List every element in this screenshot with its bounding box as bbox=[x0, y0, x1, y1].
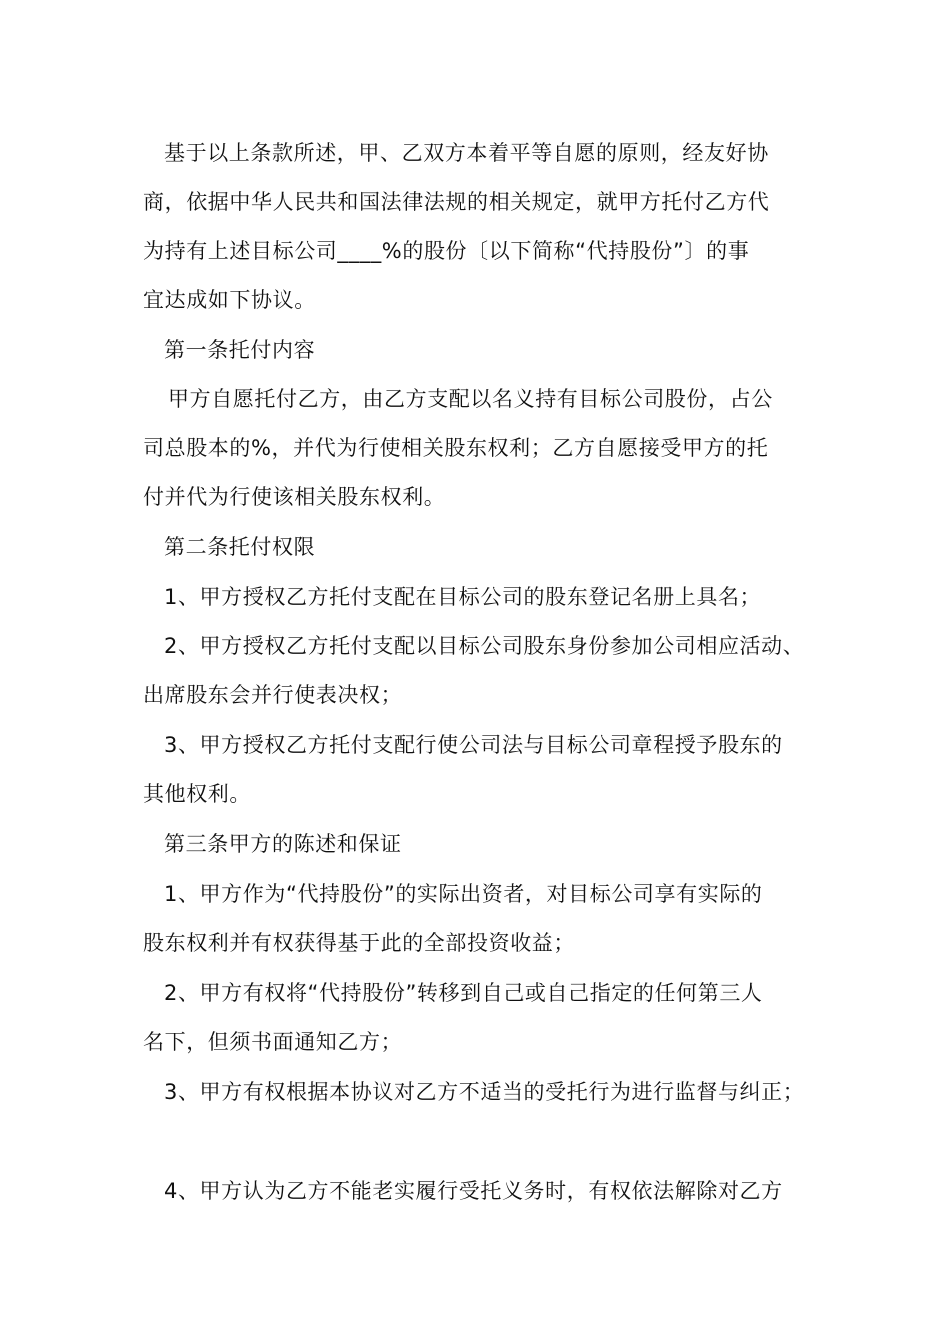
article-3-item-2-line-2: 名下，但须书面通知乙方； bbox=[143, 1030, 403, 1054]
paragraph-intro-line-1: 基于以上条款所述，甲、乙双方本着平等自愿的原则，经友好协 bbox=[164, 141, 769, 165]
paragraph-intro-line-3: 为持有上述目标公司____%的股份〔以下简称“代持股份”〕的事 bbox=[143, 239, 750, 263]
article-2-item-1: 1、甲方授权乙方托付支配在目标公司的股东登记名册上具名； bbox=[164, 585, 762, 609]
article-2-item-2-line-2: 出席股东会并行使表决权； bbox=[143, 683, 403, 707]
article-2-item-3-line-2: 其他权利。 bbox=[143, 782, 251, 806]
article-1-line-3: 付并代为行使该相关股东权利。 bbox=[143, 485, 446, 509]
article-3-heading: 第三条甲方的陈述和保证 bbox=[164, 832, 402, 856]
article-1-heading: 第一条托付内容 bbox=[164, 338, 316, 362]
article-3-item-3: 3、甲方有权根据本协议对乙方不适当的受托行为进行监督与纠正； bbox=[164, 1080, 805, 1104]
article-1-line-1: 甲方自愿托付乙方，由乙方支配以名义持有目标公司股份，占公 bbox=[168, 387, 773, 411]
article-3-item-1-line-1: 1、甲方作为“代持股份”的实际出资者，对目标公司享有实际的 bbox=[164, 882, 763, 906]
paragraph-intro-line-4: 宜达成如下协议。 bbox=[143, 288, 316, 312]
paragraph-intro-line-2: 商，依据中华人民共和国法律法规的相关规定，就甲方托付乙方代 bbox=[143, 190, 770, 214]
article-2-item-3-line-1: 3、甲方授权乙方托付支配行使公司法与目标公司章程授予股东的 bbox=[164, 733, 783, 757]
article-1-line-2: 司总股本的%，并代为行使相关股东权利；乙方自愿接受甲方的托 bbox=[143, 436, 769, 460]
article-2-heading: 第二条托付权限 bbox=[164, 535, 316, 559]
article-3-item-2-line-1: 2、甲方有权将“代持股份”转移到自己或自己指定的任何第三人 bbox=[164, 981, 763, 1005]
article-3-item-1-line-2: 股东权利并有权获得基于此的全部投资收益； bbox=[143, 931, 575, 955]
article-3-item-4-line-1: 4、甲方认为乙方不能老实履行受托义务时，有权依法解除对乙方 bbox=[164, 1179, 783, 1203]
article-2-item-2-line-1: 2、甲方授权乙方托付支配以目标公司股东身份参加公司相应活动、 bbox=[164, 634, 805, 658]
